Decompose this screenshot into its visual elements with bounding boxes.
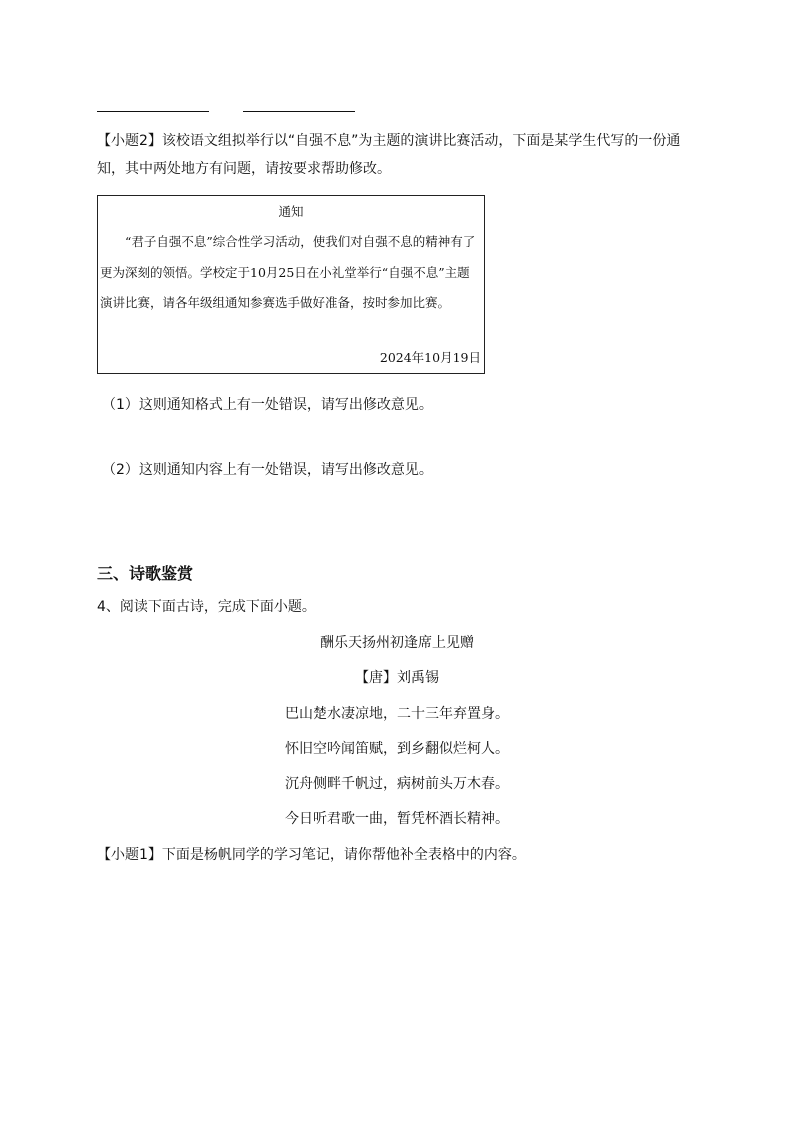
poem-author: 【唐】刘禹锡 bbox=[355, 670, 439, 686]
sub-question-2: （2）这则通知内容上有一处错误，请写出修改意见。 bbox=[102, 462, 433, 478]
poem-line: 巴山楚水凄凉地，二十三年弃置身。 bbox=[285, 706, 509, 722]
poem-line: 今日听君歌一曲，暂凭杯酒长精神。 bbox=[285, 811, 509, 827]
answer-blank-line bbox=[243, 111, 355, 112]
notice-body: “君子自强不息”综合性学习活动，使我们对自强不息的精神有了更为深刻的领悟。学校定于10月25日在小礼堂举行“自强不息”主题演讲比赛，请各年级组通知参赛选手做好准备，按时参加比赛。 bbox=[100, 234, 476, 310]
answer-blank-line bbox=[97, 111, 209, 112]
poem-title: 酬乐天扬州初逢席上见赠 bbox=[320, 635, 474, 651]
question-4-text: 4、阅读下面古诗，完成下面小题。 bbox=[97, 599, 316, 615]
poem-line: 怀旧空吟闻笛赋，到乡翻似烂柯人。 bbox=[285, 741, 509, 757]
notice-date: 2024年10月19日 bbox=[379, 350, 481, 365]
question-1-text: 【小题1】下面是杨帆同学的学习笔记，请你帮他补全表格中的内容。 bbox=[97, 847, 526, 863]
notice-box bbox=[97, 195, 485, 374]
poem-line: 沉舟侧畔千帆过，病树前头万木春。 bbox=[285, 776, 509, 792]
notice-title: 通知 bbox=[278, 204, 304, 219]
sub-question-1: （1）这则通知格式上有一处错误，请写出修改意见。 bbox=[102, 397, 433, 413]
section-title: 三、诗歌鉴赏 bbox=[97, 564, 194, 583]
question-2-text: 【小题2】该校语文组拟举行以“自强不息”为主题的演讲比赛活动，下面是某学生代写的一份通知，其中两处地方有问题，请按要求帮助修改。 bbox=[97, 133, 681, 177]
